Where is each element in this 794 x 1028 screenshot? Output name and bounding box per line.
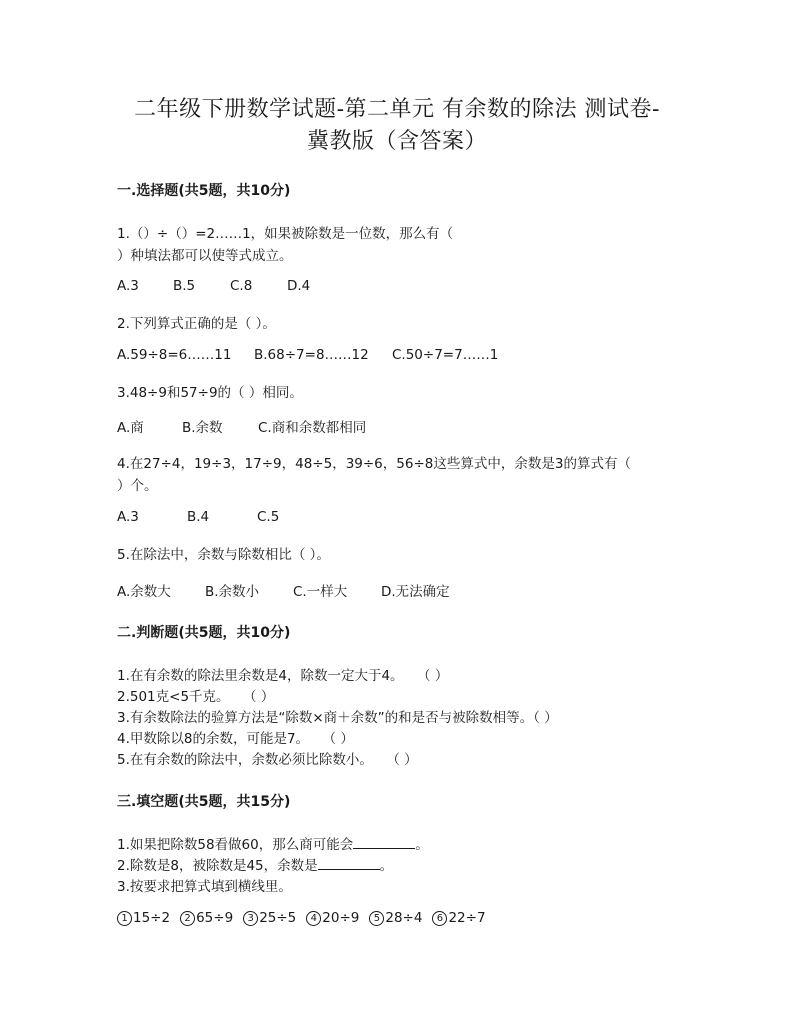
q5-option-b: B.余数小 <box>205 584 260 600</box>
q2-text: 2.下列算式正确的是（ ）。 <box>117 316 276 332</box>
fill-q1-blank[interactable] <box>353 836 415 849</box>
section-3-heading: 三.填空题(共5题，共15分) <box>117 794 291 810</box>
q1-line-2: ）种填法都可以使等式成立。 <box>117 248 293 264</box>
judge-item-2: 2.501克<5千克。 （ ） <box>117 689 275 705</box>
fill-q1 <box>117 833 429 853</box>
q4-option-a: A.3 <box>117 509 139 525</box>
fill-q2-blank[interactable] <box>318 857 380 870</box>
expression-text: 28÷4 <box>385 910 423 926</box>
expression-list <box>117 910 496 926</box>
q3-option-b: B.余数 <box>182 420 223 436</box>
q5-option-c: C.一样大 <box>293 584 348 600</box>
q4-option-c: C.5 <box>257 509 280 525</box>
fill-q2-end: 。 <box>379 858 394 874</box>
q4-line-2: ）个。 <box>117 478 158 494</box>
expression-text: 22÷7 <box>448 910 486 926</box>
q1-option-b: B.5 <box>173 278 196 294</box>
q1-options <box>117 278 310 294</box>
judge-item-5: 5.在有余数的除法中，余数必须比除数小。 （ ） <box>117 752 418 768</box>
q2-option-b: B.68÷7=8……12 <box>254 347 369 363</box>
q5-text: 5.在除法中，余数与除数相比（ ）。 <box>117 547 330 563</box>
expression-item <box>243 910 296 926</box>
section-1-heading: 一.选择题(共5题，共10分) <box>117 183 291 199</box>
q4-option-b: B.4 <box>187 509 210 525</box>
fill-q1-text: 1.如果把除数58看做60，那么商可能会 <box>117 837 354 853</box>
q1-line-1: 1.（）÷（）=2……1，如果被除数是一位数，那么有（ <box>117 226 454 242</box>
page-title <box>60 94 734 158</box>
judge-item-3: 3.有余数除法的验算方法是“除数×商＋余数”的和是否与被除数相等。（ ） <box>117 710 558 726</box>
q3-option-a: A.商 <box>117 420 144 436</box>
expression-text: 65÷9 <box>196 910 234 926</box>
fill-q1-end: 。 <box>415 837 429 853</box>
circled-number: 2 <box>180 911 195 926</box>
q1-option-c: C.8 <box>230 278 253 294</box>
expression-text: 20÷9 <box>322 910 360 926</box>
section-2-heading: 二.判断题(共5题，共10分) <box>117 625 291 641</box>
circled-number: 1 <box>117 911 132 926</box>
q5-option-a: A.余数大 <box>117 584 171 600</box>
expression-item <box>306 910 359 926</box>
q1-option-a: A.3 <box>117 278 139 294</box>
q5-option-d: D.无法确定 <box>381 584 450 600</box>
q4-line-1: 4.在27÷4，19÷3，17÷9，48÷5，39÷6，56÷8这些算式中，余数是3的算式有（ <box>117 456 631 472</box>
title-line-2: 冀教版（含答案） <box>306 129 487 154</box>
expression-item <box>432 910 485 926</box>
expression-item <box>369 910 422 926</box>
title-line-1: 二年级下册数学试题-第二单元 有余数的除法 测试卷- <box>134 97 660 122</box>
circled-number: 5 <box>369 911 384 926</box>
q3-option-c: C.商和余数都相同 <box>258 420 367 436</box>
circled-number: 6 <box>432 911 447 926</box>
q4-options <box>117 509 279 525</box>
q3-options <box>117 416 366 436</box>
judge-item-1: 1.在有余数的除法里余数是4，除数一定大于4。 （ ） <box>117 668 449 684</box>
q3-text: 3.48÷9和57÷9的（ ）相同。 <box>117 385 303 401</box>
expression-text: 15÷2 <box>133 910 171 926</box>
fill-q3-text: 3.按要求把算式填到横线里。 <box>117 879 292 895</box>
q2-options <box>117 347 498 363</box>
fill-q2-text: 2.除数是8，被除数是45，余数是 <box>117 858 318 874</box>
expression-item <box>117 910 170 926</box>
expression-item <box>180 910 233 926</box>
expression-text: 25÷5 <box>259 910 297 926</box>
circled-number: 3 <box>243 911 258 926</box>
fill-q2 <box>117 854 393 874</box>
q1-option-d: D.4 <box>287 278 311 294</box>
q2-option-c: C.50÷7=7……1 <box>392 347 499 363</box>
q2-option-a: A.59÷8=6……11 <box>117 347 232 363</box>
circled-number: 4 <box>306 911 321 926</box>
judge-item-4: 4.甲数除以8的余数，可能是7。 （ ） <box>117 731 354 747</box>
q5-options <box>117 580 450 600</box>
